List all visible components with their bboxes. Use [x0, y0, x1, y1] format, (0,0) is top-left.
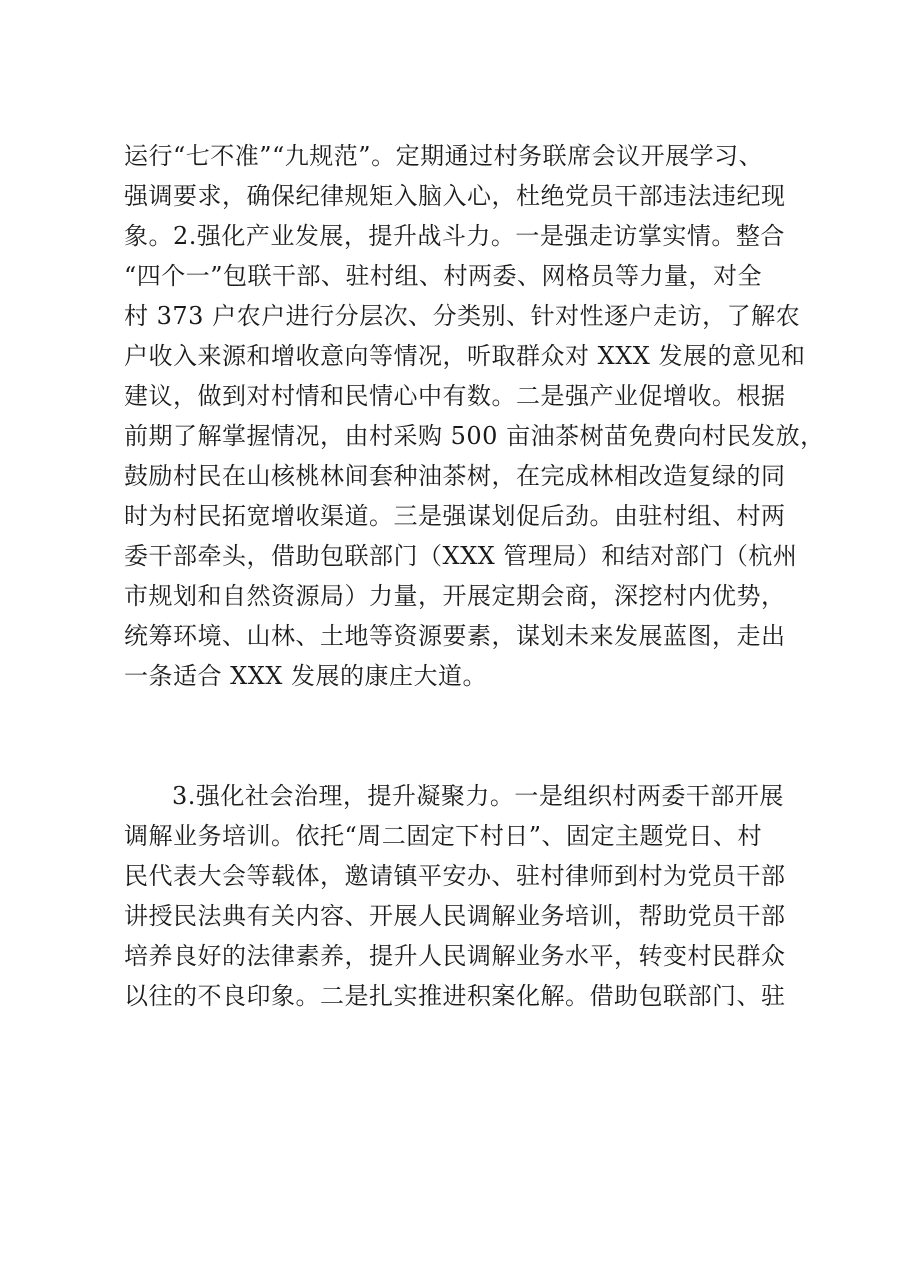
text-line: 强调要求，确保纪律规矩入脑入心，杜绝党员干部违法违纪现	[124, 182, 786, 210]
text-line: 民代表大会等载体，邀请镇平安办、驻村律师到村为党员干部	[124, 862, 786, 890]
text-line-indented: 3.强化社会治理，提升凝聚力。一是组织村两委干部开展	[172, 782, 784, 810]
paragraph-2	[124, 776, 804, 1016]
text-line: 统筹环境、山林、土地等资源要素，谋划未来发展蓝图，走出	[124, 622, 786, 650]
text-line: 前期了解掌握情况，由村采购 500 亩油茶树苗免费向村民发放，	[124, 422, 825, 450]
text-line: 建议，做到对村情和民情心中有数。二是强产业促增收。根据	[124, 382, 786, 410]
text-line: “四个一”包联干部、驻村组、村两委、网格员等力量，对全	[124, 262, 763, 290]
text-line: 以往的不良印象。二是扎实推进积案化解。借助包联部门、驻	[124, 982, 786, 1010]
text-line: 村 373 户农户进行分层次、分类别、针对性逐户走访，了解农	[124, 302, 801, 330]
text-line: 鼓励村民在山核桃林间套种油茶树，在完成林相改造复绿的同	[124, 462, 786, 490]
text-line: 市规划和自然资源局）力量，开展定期会商，深挖村内优势，	[124, 582, 786, 610]
text-line: 调解业务培训。依托“周二固定下村日”、固定主题党日、村	[124, 822, 763, 850]
text-line: 运行“七不准”“九规范”。定期通过村务联席会议开展学习、	[124, 142, 764, 170]
text-line: 时为村民拓宽增收渠道。三是强谋划促后劲。由驻村组、村两	[124, 502, 786, 530]
text-line: 培养良好的法律素养，提升人民调解业务水平，转变村民群众	[124, 942, 786, 970]
text-line: 讲授民法典有关内容、开展人民调解业务培训，帮助党员干部	[124, 902, 786, 930]
paragraph-1	[124, 136, 825, 696]
text-line: 户收入来源和增收意向等情况，听取群众对 XXX 发展的意见和	[124, 342, 806, 370]
text-line: 委干部牵头，借助包联部门（XXX 管理局）和结对部门（杭州	[124, 542, 798, 570]
text-line: 象。2.强化产业发展，提升战斗力。一是强走访掌实情。整合	[124, 222, 785, 250]
text-line: 一条适合 XXX 发展的康庄大道。	[124, 662, 488, 690]
